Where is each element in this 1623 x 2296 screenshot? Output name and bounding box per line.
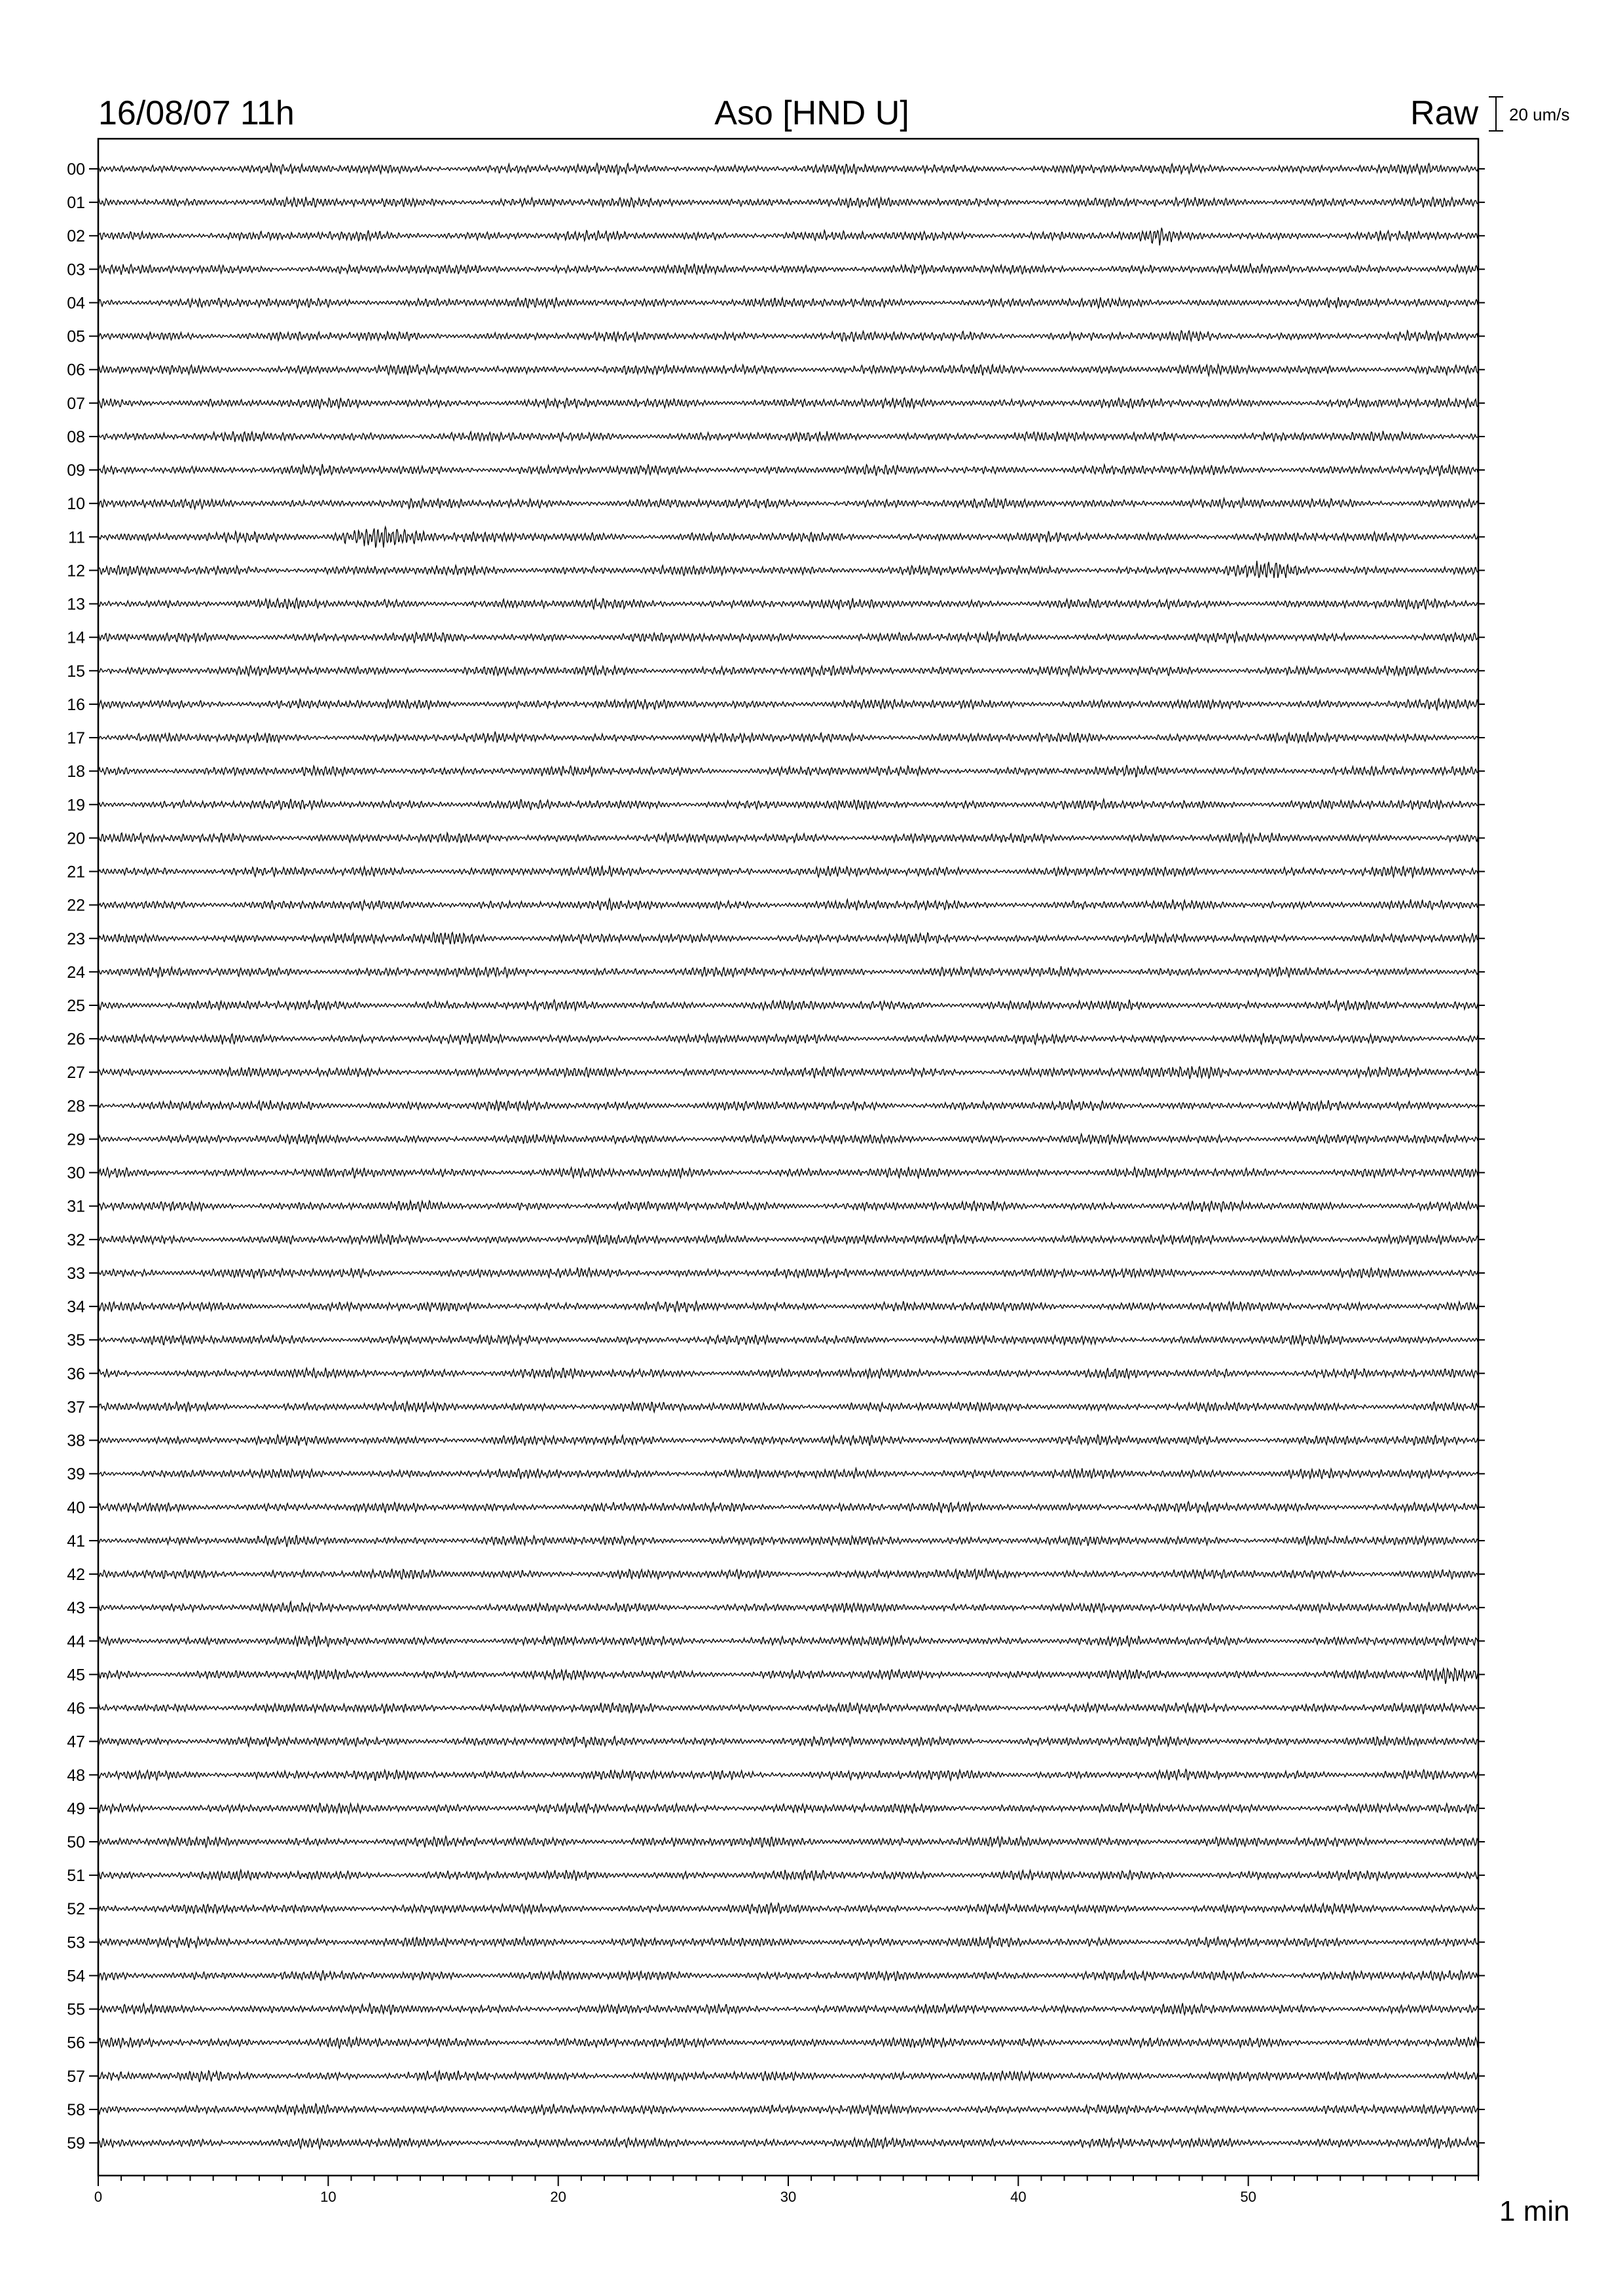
row-label-30: 30 <box>67 1164 85 1183</box>
row-label-59: 59 <box>67 2134 85 2153</box>
row-label-34: 34 <box>67 1298 85 1317</box>
trace-row-14 <box>98 632 1478 643</box>
row-label-55: 55 <box>67 2000 85 2019</box>
row-label-49: 49 <box>67 1799 85 1818</box>
trace-row-23 <box>98 933 1478 944</box>
trace-row-41 <box>98 1535 1478 1547</box>
row-label-37: 37 <box>67 1398 85 1417</box>
row-label-11: 11 <box>68 528 85 547</box>
trace-row-05 <box>98 331 1478 342</box>
trace-row-25 <box>98 999 1478 1011</box>
mode-label: Raw <box>1410 94 1478 132</box>
row-label-47: 47 <box>67 1732 85 1751</box>
trace-row-34 <box>98 1301 1478 1312</box>
row-label-31: 31 <box>67 1197 85 1216</box>
x-axis <box>94 2176 1478 2205</box>
trace-row-08 <box>98 431 1478 442</box>
trace-row-46 <box>98 1702 1478 1714</box>
row-label-02: 02 <box>67 227 85 246</box>
trace-row-48 <box>98 1769 1478 1780</box>
row-label-36: 36 <box>67 1365 85 1384</box>
chart-title: Aso [HND U] <box>714 94 909 132</box>
trace-row-38 <box>98 1435 1478 1446</box>
trace-row-53 <box>98 1937 1478 1948</box>
row-label-19: 19 <box>67 796 85 815</box>
row-label-03: 03 <box>67 260 85 279</box>
trace-row-09 <box>98 464 1478 476</box>
trace-row-04 <box>98 297 1478 308</box>
row-label-35: 35 <box>67 1331 85 1350</box>
x-unit-label: 1 min <box>1499 2195 1570 2227</box>
row-label-16: 16 <box>67 695 85 714</box>
trace-row-18 <box>98 765 1478 777</box>
trace-row-32 <box>98 1234 1478 1245</box>
date-label: 16/08/07 11h <box>98 94 295 132</box>
row-label-48: 48 <box>67 1766 85 1785</box>
row-label-33: 33 <box>67 1264 85 1283</box>
x-tick-label: 10 <box>320 2189 337 2205</box>
row-label-54: 54 <box>67 1967 85 1986</box>
trace-row-50 <box>98 1837 1478 1848</box>
row-label-44: 44 <box>67 1632 85 1651</box>
trace-row-26 <box>98 1033 1478 1045</box>
scale-bar <box>1489 97 1503 131</box>
row-label-29: 29 <box>67 1130 85 1149</box>
row-label-23: 23 <box>67 929 85 948</box>
trace-row-51 <box>98 1870 1478 1881</box>
row-label-14: 14 <box>67 628 85 647</box>
row-label-08: 08 <box>67 427 85 446</box>
row-label-32: 32 <box>67 1230 85 1249</box>
trace-row-59 <box>98 2138 1478 2149</box>
trace-row-49 <box>98 1803 1478 1814</box>
traces <box>98 164 1478 2149</box>
row-label-38: 38 <box>67 1431 85 1450</box>
row-label-25: 25 <box>67 997 85 1015</box>
trace-row-31 <box>98 1201 1478 1212</box>
trace-row-35 <box>98 1335 1478 1345</box>
row-label-43: 43 <box>67 1599 85 1618</box>
trace-row-56 <box>98 2037 1478 2048</box>
row-label-56: 56 <box>67 2034 85 2053</box>
row-label-22: 22 <box>67 896 85 915</box>
row-label-20: 20 <box>67 829 85 848</box>
row-label-06: 06 <box>67 361 85 380</box>
row-label-28: 28 <box>67 1097 85 1116</box>
trace-row-01 <box>98 197 1478 209</box>
trace-row-17 <box>98 732 1478 744</box>
row-label-12: 12 <box>67 562 85 581</box>
trace-row-52 <box>98 1903 1478 1914</box>
trace-row-03 <box>98 263 1478 275</box>
row-label-01: 01 <box>67 194 85 213</box>
trace-row-36 <box>98 1368 1478 1378</box>
row-label-53: 53 <box>67 1933 85 1952</box>
trace-row-40 <box>98 1501 1478 1513</box>
trace-row-55 <box>98 2003 1478 2015</box>
row-label-21: 21 <box>67 863 85 882</box>
x-tick-label: 40 <box>1010 2189 1027 2205</box>
trace-row-02 <box>98 228 1478 245</box>
row-labels <box>67 160 85 2153</box>
row-label-10: 10 <box>67 495 85 514</box>
trace-row-12 <box>98 561 1478 578</box>
row-label-07: 07 <box>67 394 85 413</box>
row-label-13: 13 <box>67 595 85 614</box>
x-tick-label: 0 <box>94 2189 103 2205</box>
trace-row-29 <box>98 1134 1478 1145</box>
x-tick-label: 30 <box>780 2189 797 2205</box>
row-label-41: 41 <box>67 1532 85 1551</box>
row-label-52: 52 <box>67 1900 85 1919</box>
trace-row-06 <box>98 365 1478 376</box>
trace-row-28 <box>98 1100 1478 1111</box>
trace-row-57 <box>98 2071 1478 2082</box>
trace-row-44 <box>98 1636 1478 1647</box>
scale-label: 20 um/s <box>1509 105 1570 124</box>
trace-row-16 <box>98 699 1478 710</box>
row-label-40: 40 <box>67 1498 85 1517</box>
row-label-45: 45 <box>67 1666 85 1685</box>
row-label-24: 24 <box>67 963 85 982</box>
trace-row-42 <box>98 1569 1478 1579</box>
row-label-26: 26 <box>67 1030 85 1049</box>
row-label-00: 00 <box>67 160 85 179</box>
row-label-18: 18 <box>67 762 85 781</box>
trace-row-21 <box>98 866 1478 878</box>
row-label-27: 27 <box>67 1064 85 1083</box>
trace-row-27 <box>98 1066 1478 1079</box>
trace-row-33 <box>98 1267 1478 1278</box>
trace-row-47 <box>98 1735 1478 1747</box>
trace-row-00 <box>98 164 1478 175</box>
trace-row-45 <box>98 1668 1478 1684</box>
trace-row-54 <box>98 1970 1478 1981</box>
row-label-05: 05 <box>67 327 85 346</box>
trace-row-11 <box>98 527 1478 548</box>
row-label-17: 17 <box>67 729 85 748</box>
row-label-50: 50 <box>67 1833 85 1852</box>
row-label-39: 39 <box>67 1465 85 1484</box>
row-label-51: 51 <box>67 1867 85 1886</box>
x-tick-label: 20 <box>550 2189 566 2205</box>
row-label-15: 15 <box>67 662 85 681</box>
trace-row-58 <box>98 2104 1478 2115</box>
trace-row-13 <box>98 598 1478 609</box>
trace-row-07 <box>98 398 1478 408</box>
trace-row-10 <box>98 498 1478 509</box>
trace-row-39 <box>98 1468 1478 1479</box>
row-label-57: 57 <box>67 2067 85 2086</box>
row-label-42: 42 <box>67 1566 85 1585</box>
plot-frame <box>98 139 1478 2176</box>
trace-row-24 <box>98 966 1478 977</box>
row-label-04: 04 <box>67 294 85 313</box>
trace-row-15 <box>98 666 1478 677</box>
trace-row-30 <box>98 1167 1478 1179</box>
trace-row-20 <box>98 833 1478 843</box>
row-label-58: 58 <box>67 2100 85 2119</box>
row-ticks <box>89 169 1485 2143</box>
row-label-46: 46 <box>67 1699 85 1718</box>
x-tick-label: 50 <box>1240 2189 1256 2205</box>
trace-row-22 <box>98 899 1478 910</box>
trace-row-19 <box>98 799 1478 810</box>
row-label-09: 09 <box>67 461 85 480</box>
trace-row-37 <box>98 1402 1478 1412</box>
trace-row-43 <box>98 1602 1478 1613</box>
